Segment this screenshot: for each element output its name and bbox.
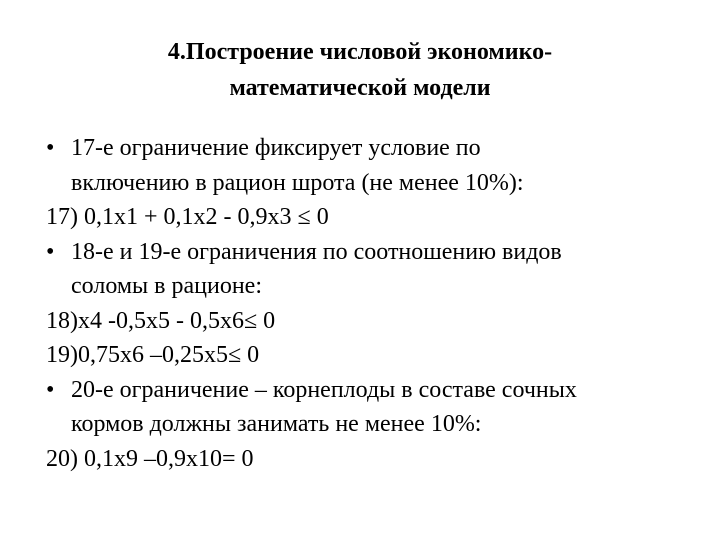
formula-line — [46, 200, 686, 235]
bullet-text: включению в рацион шрота (не менее 10%): — [71, 169, 524, 196]
title-line-1: 4.Построение числовой экономико- — [167, 39, 553, 65]
slide-body — [46, 131, 686, 476]
formula-text: 19)0,75х6 –0,25х5≤ 0 — [46, 342, 260, 368]
formula-line — [46, 442, 686, 477]
bullet-item — [46, 373, 686, 408]
bullet-text: 18-е и 19-е ограничения по соотношению видов — [71, 238, 562, 265]
bullet-item — [46, 131, 686, 166]
formula-line — [46, 338, 686, 373]
bullet-text: 17-е ограничение фиксирует условие по — [71, 135, 481, 161]
bullet-marker: • — [46, 238, 55, 265]
bullet-continuation — [46, 166, 686, 201]
formula-text: 20) 0,1х9 –0,9х10= 0 — [46, 445, 254, 472]
bullet-marker: • — [46, 376, 55, 403]
title-line-2: математической модели — [229, 75, 491, 101]
bullet-text: кормов должны занимать не менее 10%: — [71, 411, 482, 437]
bullet-text: соломы в рационе: — [71, 273, 263, 299]
bullet-marker: • — [46, 135, 55, 161]
formula-line — [46, 304, 686, 339]
bullet-continuation — [46, 407, 686, 442]
bullet-continuation — [46, 269, 686, 304]
formula-text: 17) 0,1х1 + 0,1х2 - 0,9х3 ≤ 0 — [46, 204, 329, 230]
bullet-item — [46, 235, 686, 270]
formula-text: 18)х4 -0,5х5 - 0,5х6≤ 0 — [46, 307, 276, 334]
bullet-text: 20-е ограничение – корнеплоды в составе сочных — [71, 376, 577, 403]
slide-title — [60, 34, 660, 106]
